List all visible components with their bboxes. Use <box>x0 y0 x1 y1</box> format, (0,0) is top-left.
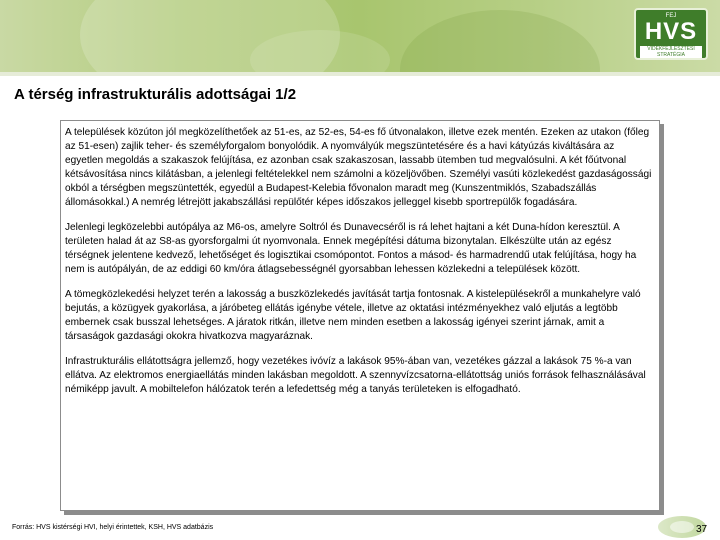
logo-main-text: HVS <box>644 18 698 45</box>
header-banner <box>0 0 720 72</box>
paragraph-public-transport: A tömegközlekedési helyzet terén a lakosság a buszközlekedés javítását tartja fontosnak. A kistelepülésekről a munkahelyre való bejutás, a közügyek gyakorlása, a járóbeteg ellátás igénybe vétele, illetve az oktatási intézményekhez való eljutás a legtöbb embernek csak busszal lehetséges. A járatok ritkán, illetve nem minden esetben a lakosság igényei szerint járnak, amit a társaságok gazdasági okokra hivatkozva magyaráznak. <box>65 289 641 342</box>
page-number: 37 <box>696 524 708 535</box>
banner-divider <box>0 72 720 76</box>
content-box <box>60 120 660 511</box>
paragraph-utilities: Infrastrukturális ellátottságra jellemző, hogy vezetékes ivóvíz a lakások 95%-ában van, vezetékes gázzal a lakások 75 %-a van ellátva. Az elektromos energiaellátás minden lakásban megoldott. A szennyvízcsatorna-ellátottság uniós források felhasználásával némiképp javult. A mobiltelefon hálózatok terén a lefedettség még a tanyás területeken is elfogadható. <box>65 356 646 395</box>
paragraph-motorway: Jelenlegi legközelebbi autópálya az M6-os, amelyre Soltról és Dunavecséről is rá lehet hajtani a két Duna-hídon keresztül. A területen halad át az S8-as gyorsforgalmi út nyomvonala. Ennek megépítési dátuma bizonytalan. Elkészülte után az egész térségnek jelentene kedvező, lehetőséget és logisztikai csomópontot. Fontos a másod- és harmadrendű utak felújítása, hogy ha nem is autópályán, de az eddigi 60 km/óra átlagsebességnél gyorsabban lehessen közlekedni a települések között. <box>65 222 637 275</box>
logo-top-text: FEJ <box>665 13 677 19</box>
paragraph-road-transport: A települések közúton jól megközelíthetőek az 51-es, az 52-es, 54-es fő útvonalakon, illetve ezek mentén. Ezeken az utakon (főleg az 51-esen) zajlik teher- és személyforgalom bonyolódik. A nyomvályúk megszüntetésére és a havi kátyúzás kiváltására az egyetlen megoldás a szakaszok felújítása, ez azonban csak szakaszosan, lassabb ütemben tud megvalósulni. A két főútvonal kétsávosítása nincs kilátásban, a jelenlegi feltételekkel nem számolni a közeljövőben. Személyi vasúti közlekedést gazdaságossági okból a térségben megszüntették, egyedül a Budapest-Kelebia fővonalon maradt meg (Kunszentmiklós, Szabadszállás állomásokkal.) A nemrég létrejött jakabszállási repülőtér képes időszakos jelleggel kisebb sportrepülők fogadására. <box>65 127 652 208</box>
hvs-logo <box>634 8 708 60</box>
logo-sub-text: VIDÉKFEJLESZTÉSI STRATÉGIA <box>640 46 702 58</box>
slide-title: A térség infrastrukturális adottságai 1/2 <box>14 86 297 103</box>
source-note: Forrás: HVS kistérségi HVI, helyi érintettek, KSH, HVS adatbázis <box>12 524 214 531</box>
banner-texture <box>400 10 600 72</box>
